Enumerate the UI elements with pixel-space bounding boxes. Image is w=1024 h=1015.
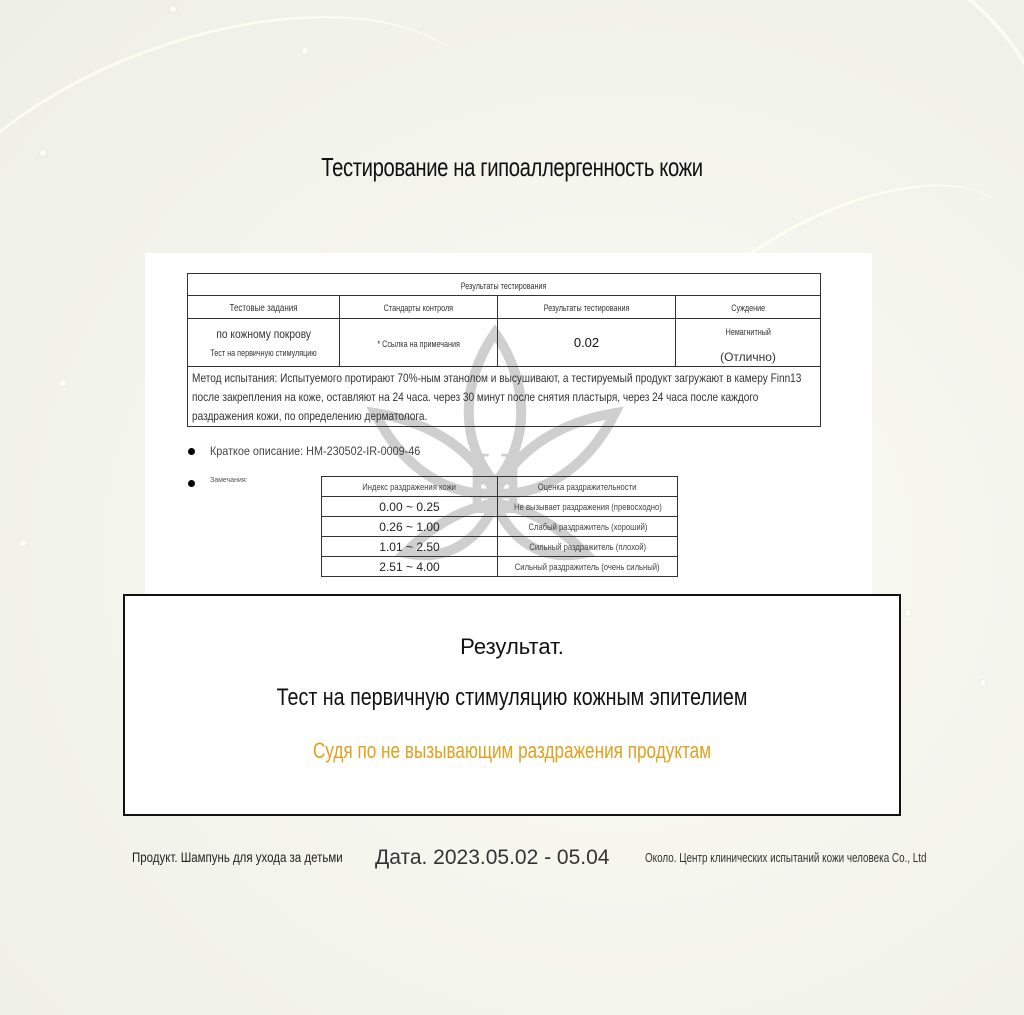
- result-subtitle: Тест на первичную стимуляцию кожным эпителием: [276, 684, 748, 711]
- column-header: Суждение: [676, 296, 821, 319]
- index-description: Не вызывает раздражения (превосходно): [498, 497, 678, 517]
- background-droplet: [40, 150, 46, 156]
- column-header: Стандарты контроля: [340, 296, 498, 319]
- footer-organization: Около. Центр клинических испытаний кожи человека Co., Ltd: [645, 850, 927, 865]
- result-verdict: Судя по не вызывающим раздражения продуктам: [312, 738, 712, 763]
- index-range: 2.51 ~ 4.00: [322, 557, 498, 577]
- standard-cell: * Ссылка на примечания: [340, 319, 498, 367]
- test-report-document: [145, 253, 872, 595]
- background-droplet: [20, 540, 26, 546]
- index-header: Оценка раздражительности: [498, 477, 678, 497]
- test-item-cell: по кожному покрову Тест на первичную стимуляцию: [188, 319, 340, 367]
- svg-text:H: H: [462, 434, 528, 533]
- test-method-text: Метод испытания: Испытуемого протирают 70%-ным этанолом и высушивают, а тестируемый продукт загружают в камеру Finn13 после закрепления на коже, оставляют на 24 часа. через 30 минут после снятия пластыря, через 24 часа после каждого раздражения кожи, по определению дерматолога.: [188, 367, 821, 427]
- bullet: [188, 480, 195, 487]
- index-range: 1.01 ~ 2.50: [322, 537, 498, 557]
- bullet: [188, 448, 195, 455]
- index-description: Сильный раздражитель (очень сильный): [498, 557, 678, 577]
- result-value-cell: 0.02: [498, 319, 676, 367]
- column-header: Результаты тестирования: [498, 296, 676, 319]
- background-droplet: [905, 610, 911, 616]
- notes-label: Замечания:: [210, 477, 248, 484]
- index-description: Слабый раздражитель (хороший): [498, 517, 678, 537]
- irritation-index-table: [321, 476, 678, 577]
- background-droplet: [60, 380, 66, 386]
- results-table: [187, 273, 821, 427]
- result-title: Результат.: [460, 634, 564, 659]
- index-description: Сильный раздражитель (плохой): [498, 537, 678, 557]
- results-table-header: Результаты тестирования: [188, 274, 821, 296]
- index-range: 0.00 ~ 0.25: [322, 497, 498, 517]
- background-droplet: [170, 6, 176, 12]
- footer-product: Продукт. Шампунь для ухода за детьми: [132, 849, 343, 865]
- brief-description: Краткое описание: HM-230502-IR-0009-46: [210, 444, 421, 458]
- column-header: Тестовые задания: [188, 296, 340, 319]
- result-box: [123, 594, 901, 816]
- judgement-cell: Немагнитный (Отлично): [676, 319, 821, 367]
- background-droplet: [302, 48, 308, 54]
- footer-date: Дата. 2023.05.02 - 05.04: [375, 846, 610, 869]
- background-droplet: [980, 680, 986, 686]
- page-title: Тестирование на гипоаллергенность кожи: [321, 152, 703, 182]
- index-range: 0.26 ~ 1.00: [322, 517, 498, 537]
- index-header: Индекс раздражения кожи: [322, 477, 498, 497]
